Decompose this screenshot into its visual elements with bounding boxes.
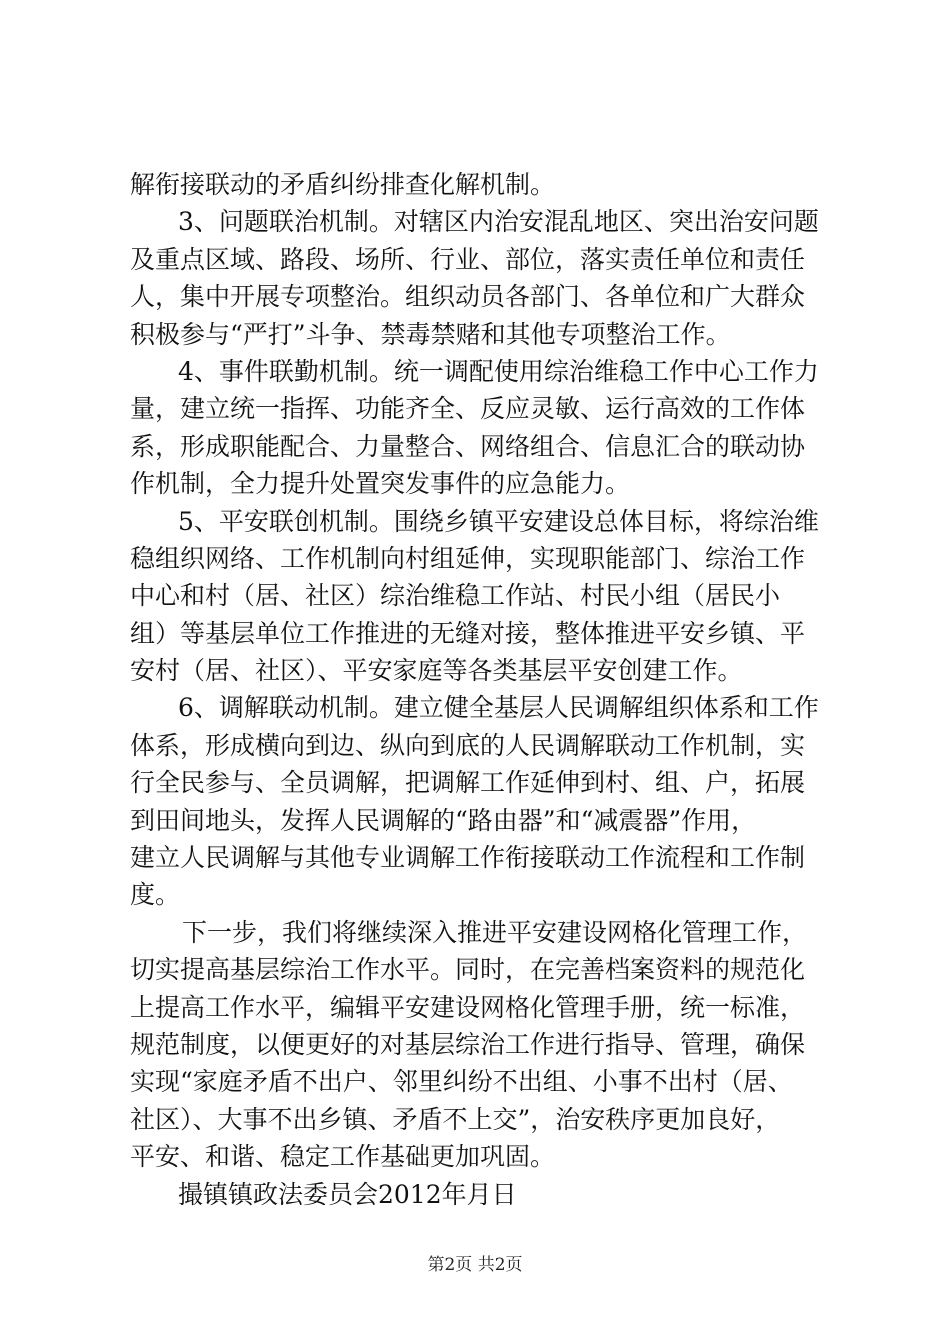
text-line: 度。 — [130, 880, 181, 910]
text-line: 量，建立统一指挥、功能齐全、反应灵敏、运行高效的工作体 — [130, 394, 806, 424]
paragraph-safety-joint-creation — [130, 503, 834, 690]
text-line: 解衔接联动的矛盾纠纷排查化解机制。 — [130, 170, 556, 199]
page-number: 第2页 共2页 — [427, 1255, 523, 1275]
text-line: 平安、和谐、稳定工作基础更加巩固。 — [130, 1142, 556, 1172]
text-line: 社区）、大事不出乡镇、矛盾不上交”，治安秩序更加良好， — [130, 1104, 781, 1134]
text-line: 系，形成职能配合、力量整合、网络组合、信息汇合的联动协 — [130, 431, 806, 461]
text-line: 行全民参与、全员调解，把调解工作延伸到村、组、户，拓展 — [130, 768, 806, 798]
paragraph-mediation-linkage — [130, 689, 834, 913]
text-line: 积极参与“严打”斗争、禁毒禁赌和其他专项整治工作。 — [130, 319, 731, 349]
text-line: 体系，形成横向到边、纵向到底的人民调解联动工作机制，实 — [130, 730, 806, 760]
text-line: 中心和村（居、社区）综治维稳工作站、村民小组（居民小 — [130, 581, 781, 611]
text-line: 建立人民调解与其他专业调解工作衔接联动工作流程和工作制 — [130, 843, 806, 873]
text-line: 稳组织网络、工作机制向村组延伸，实现职能部门、综治工作 — [130, 543, 806, 573]
paragraph-next-steps — [130, 914, 834, 1176]
page-footer — [0, 1254, 950, 1276]
text-line: 及重点区域、路段、场所、行业、部位，落实责任单位和责任 — [130, 244, 806, 274]
document-body — [130, 166, 834, 1213]
text-line: 切实提高基层综治工作水平。同时，在完善档案资料的规范化 — [130, 955, 806, 985]
text-line: 上提高工作水平，编辑平安建设网格化管理手册，统一标准， — [130, 992, 806, 1022]
text-line: 组）等基层单位工作推进的无缝对接，整体推进平安乡镇、平 — [130, 618, 806, 648]
signature-line — [130, 1176, 834, 1213]
text-line: 到田间地头，发挥人民调解的“路由器”和“减震器”作用， — [130, 805, 757, 835]
text-line: 实现“家庭矛盾不出户、邻里纠纷不出组、小事不出村（居、 — [130, 1067, 793, 1097]
text-line: 规范制度，以便更好的对基层综治工作进行指导、管理，确保 — [130, 1029, 806, 1059]
paragraph-event-joint-duty — [130, 353, 834, 503]
text-line: 作机制，全力提升处置突发事件的应急能力。 — [130, 469, 631, 499]
text-line: 撮镇镇政法委员会2012年月日 — [178, 1179, 517, 1209]
text-line: 4、事件联勤机制。统一调配使用综治维稳工作中心工作力 — [178, 356, 819, 386]
text-line: 6、调解联动机制。建立健全基层人民调解组织体系和工作 — [178, 693, 819, 723]
text-line: 5、平安联创机制。围绕乡镇平安建设总体目标，将综治维 — [178, 506, 819, 536]
text-line: 安村（居、社区）、平安家庭等各类基层平安创建工作。 — [130, 656, 743, 686]
paragraph — [130, 166, 834, 203]
paragraph-issue-joint-governance — [130, 203, 834, 353]
text-line: 下一步，我们将继续深入推进平安建设网格化管理工作， — [182, 917, 808, 947]
text-line: 人，集中开展专项整治。组织动员各部门、各单位和广大群众 — [130, 282, 806, 312]
text-line: 3、问题联治机制。对辖区内治安混乱地区、突出治安问题 — [178, 207, 819, 237]
